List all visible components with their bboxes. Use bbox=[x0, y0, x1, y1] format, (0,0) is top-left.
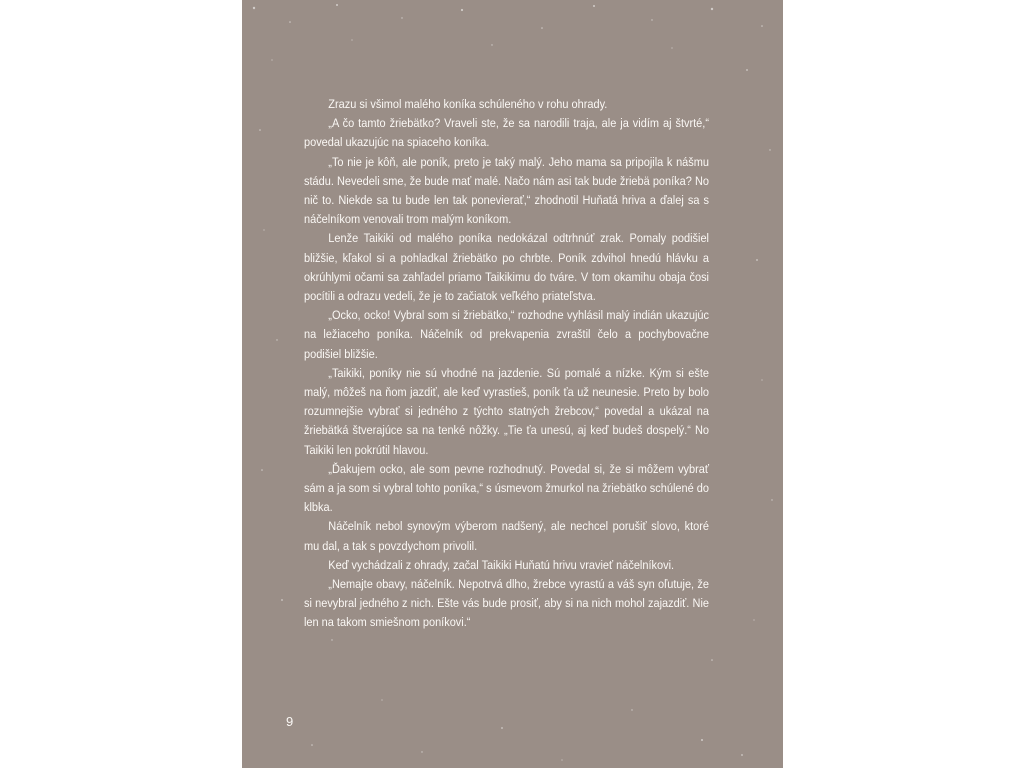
paragraph: „Taikiki, poníky nie sú vhodné na jazdenie. Sú pomalé a nízke. Kým si ešte malý, môžeš na ňom jazdiť, ale keď vyrastieš, poník ťa už neunesie. Preto by bolo rozumnejšie vybrať si jedného z týchto statných žrebcov,“ povedal a ukázal na žriebätká štverajúce sa na tenké nôžky. „Tie ťa unesú, aj keď budeš dospelý.“ No Taikiki len pokrútil hlavou. bbox=[304, 365, 709, 457]
page-number: 9 bbox=[286, 714, 294, 729]
paragraph: Lenže Taikiki od malého poníka nedokázal odtrhnúť zrak. Pomaly podišiel bližšie, kľakol si a pohladkal žriebätko po chrbte. Poník zdvihol hnedú hlávku a okrúhlymi očami sa zahľadel priamo Taikikimu do tváre. V tom okamihu obaja čosi pocítili a odrazu vedeli, že je to začiatok veľkého priateľstva. bbox=[304, 231, 709, 304]
paragraph: Zrazu si všimol malého koníka schúleného v rohu ohrady. bbox=[328, 97, 608, 111]
story-text bbox=[304, 95, 709, 633]
paragraph: Keď vychádzali z ohrady, začal Taikiki Huňatú hrivu vravieť náčelníkovi. bbox=[328, 557, 675, 572]
paragraph: „Ďakujem ocko, ale som pevne rozhodnutý. Povedal si, že si môžem vybrať sám a ja som si vybral tohto poníka,“ s úsmevom žmurkol na žriebätko schúlené do klbka. bbox=[304, 461, 709, 515]
paragraph: „Nemajte obavy, náčelník. Nepotrvá dlho, žrebce vyrastú a váš syn oľutuje, že si nevybral jedného z nich. Ešte vás bude prosiť, aby si na nich mohol zajazdiť. Nie len na takom smiešnom poníkovi.“ bbox=[304, 577, 709, 630]
paragraph: Náčelník nebol synovým výberom nadšený, ale nechcel porušiť slovo, ktoré mu dal, a tak s povzdychom privolil. bbox=[304, 519, 709, 553]
paragraph: „A čo tamto žriebätko? Vraveli ste, že sa narodili traja, ale ja vidím aj štvrté,“ povedal ukazujúc na spiaceho koníka. bbox=[304, 116, 709, 150]
paragraph: „Ocko, ocko! Vybral som si žriebätko,“ rozhodne vyhlásil malý indián ukazujúc na ležiaceho poníka. Náčelník od prekvapenia zvraštil čelo a pochybovačne podišiel bližšie. bbox=[304, 308, 709, 361]
book-page bbox=[242, 0, 783, 768]
paragraph: „To nie je kôň, ale poník, preto je taký malý. Jeho mama sa pripojila k nášmu stádu. Nevedeli sme, že bude mať malé. Načo nám asi tak bude žriebä poníka? No nič to. Niekde sa tu bude len tak ponevierať,“ zhodnotil Huňatá hriva a ďalej sa s náčelníkom venovali trom malým koníkom. bbox=[304, 154, 709, 227]
